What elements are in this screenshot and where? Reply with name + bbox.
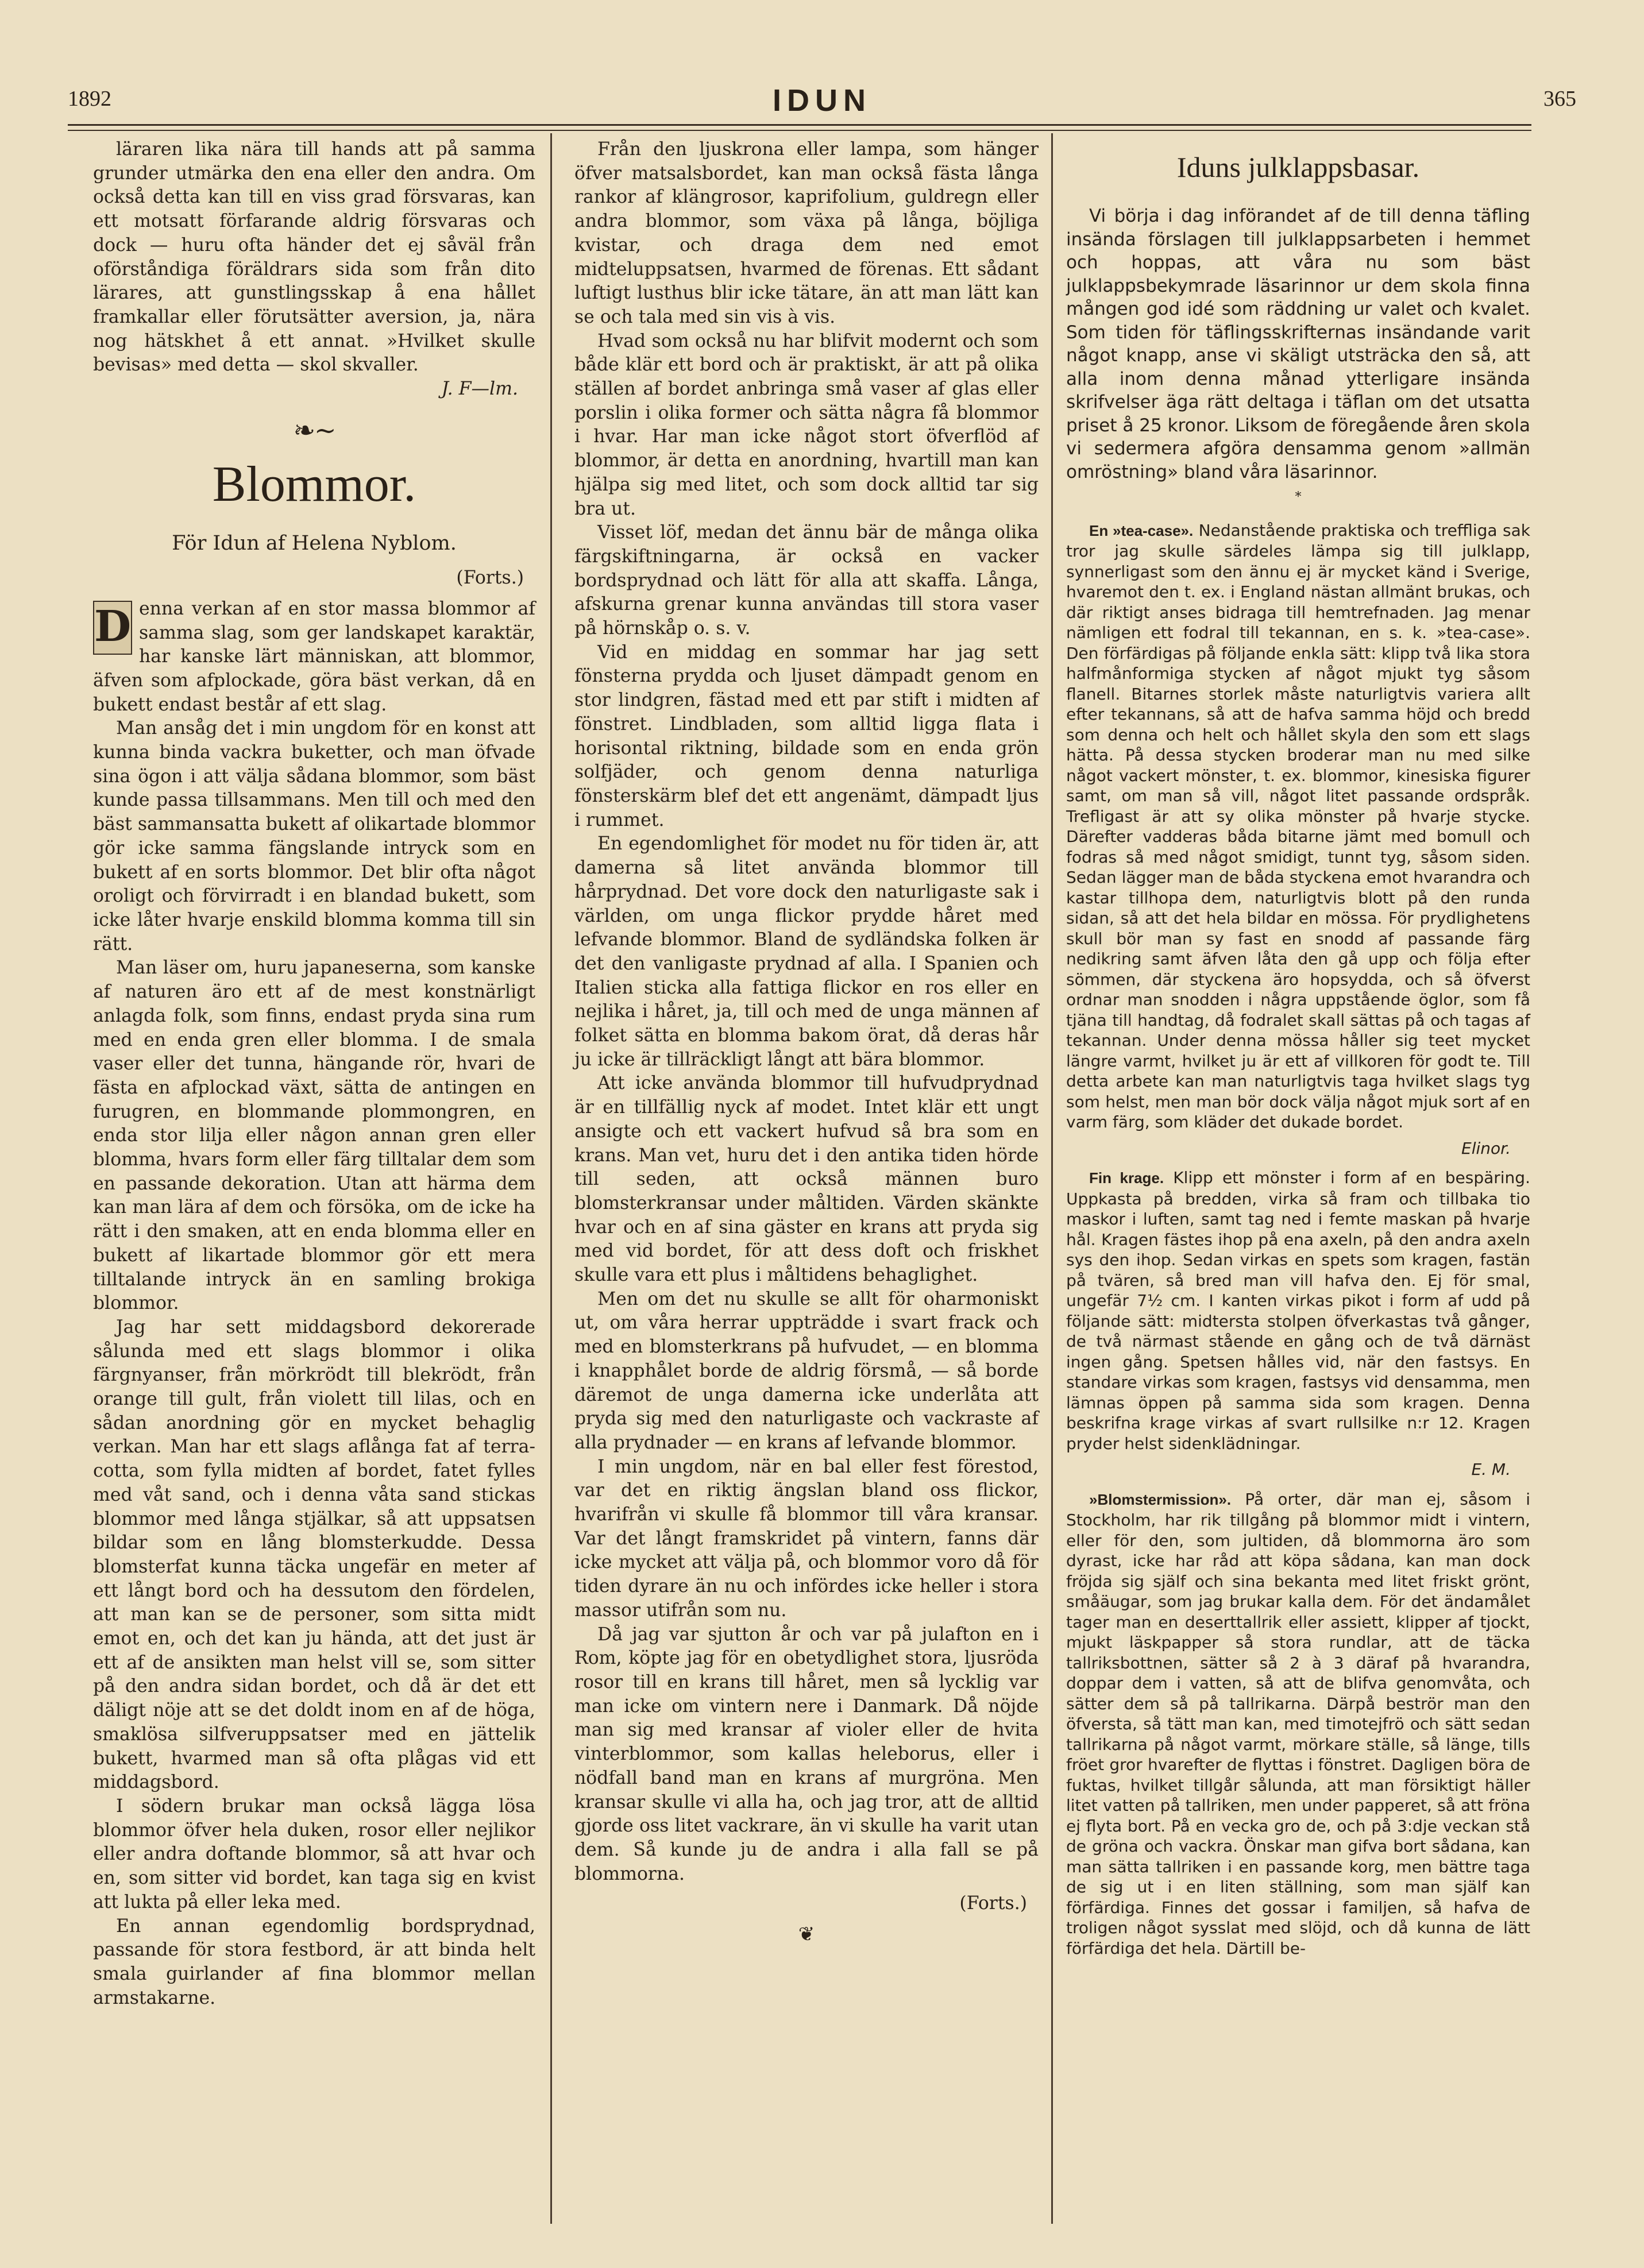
- end-ornament-icon: ❦: [798, 1923, 815, 1946]
- forts-label: (Forts.): [456, 567, 524, 589]
- tip-heading: En »tea-case».: [1089, 521, 1194, 539]
- tip-fin-krage: [1066, 1168, 1530, 1454]
- tip-signature: E. M.: [1471, 1460, 1511, 1479]
- section-title: Iduns julklappsbasar.: [1176, 151, 1420, 183]
- ornament-divider: ❧~: [293, 414, 335, 446]
- intro-paragraph: läraren lika nära till hands att på samma grunder utmärka den ena eller den andra. Om också detta kan till en viss grad försvaras, kan ett motsatt förfarande aldrig försvaras och dock — huru ofta händer det ej såväl från oförståndiga föräldrars sida som från dito lärares, att gunstlingsskap å ena hållet framkallar eller förutsätter aversion, ja, nära nog hätskhet å ett annat. »Hvilket skulle bevisas» med detta — skol skvaller.: [93, 139, 535, 376]
- right-column: [1066, 138, 1530, 1958]
- body-paragraph: Hvad som också nu har blifvit modernt och som både klär ett bord och är praktiskt, är att på olika ställen af bordet anbringa små vaser af glas eller porslin i olika former och sätta några få blommor i hvar. Har man icke något stort öfverflöd af blommor, är detta en anordning, hvartill man kan hjälpa sig med litet, och som dock alltid tar sig bra ut.: [574, 330, 1039, 519]
- tip-signature: Elinor.: [1461, 1138, 1511, 1158]
- column-divider: [550, 133, 552, 2224]
- left-column: [93, 138, 535, 2010]
- body-paragraph: Jag har sett middagsbord dekorerade sålunda med ett slags blommor i olika färgnyanser, från mörkrödt till blekrödt, från orange till gult, från violett till lilas, och en sådan anordning gör en mycket behaglig verkan. Man har ett slags aflånga fat af terra-cotta, som fylla midten af bordet, fatet fylles med våt sand, och i denna våta sand stickas blommor med långa stjälkar, så att uppsatsen bildar som en lång blomsterkudde. Dessa blomsterfat kunna täcka ungefär en meter af ett långt bord och ha dessutom den fördelen, att man kan se de personer, som sitta midt emot en, och det kan ju hända, att det just är ett af de ansikten man helst vill se, som sitter på den andra sidan bordet, och då är det ett däligt nöje att se det doldt inom en af de höga, smaklösa silfveruppsatser med en jättelik bukett, hvarmed man så ofta plågas vid ett middagsbord.: [93, 1316, 535, 1793]
- tip-text: På orter, där man ej, såsom i Stockholm, har rik tillgång på blommor midt i vintern, eller för den, som jultiden, då blommorna äro som dyrast, icke har råd att köpa sådana, kan man dock fröjda sig själf och sina bekanta med litet friskt grönt, småäugar, som jag brukar kalla dem. För det ändamålet tager man en deserttallrik eller assiett, klipper af tjockt, mjukt läskpapper så stora rundlar, att de täcka tallriksbottnen, sätter så 2 à 3 däraf på hvarandra, doppar dem i vatten, så att de blifva genomvåta, och sätter dem så på tallrikarna. Därpå beströr man den öfversta, så tätt man kan, med timotejfrö och sätt sedan tallrikarna på något varmt, mörkare ställe, så länge, tills fröet gror hvarefter de flyttas i fönstret. Dagligen böra de fuktas, hvilket tillgår sålunda, att man försiktigt häller litet vatten på tallriken, men under papperet, så att fröna ej flyta bort. På en vecka gro de, och på 3:dje veckan stå de gröna och vackra. Önskar man gifva bort sådana, kan man sätta tallriken i en passande korg, men bättre taga de sig ut i en liten ställning, som man själf kan förfärdiga. Finnes det gossar i familjen, så hafva de troligen något sysslat med slöjd, och då kunna de lätt förfärdiga det hela. Därtill be-: [1066, 1489, 1530, 1958]
- body-paragraph: Men om det nu skulle se allt för oharmoniskt ut, om våra herrar uppträdde i svart frack och med en blomsterkrans på hufvudet, — en blomma i knapphålet borde de aldrig försmå, — så borde däremot de unga damerna icke underlåta att pryda sig med den naturligaste och vackraste af alla prydnader — en krans af lefvande blommor.: [574, 1288, 1039, 1453]
- tip-blomstermission: [1066, 1489, 1530, 1959]
- body-paragraph: Vid en middag en sommar har jag sett fönsterna prydda och ljuset dämpadt genom en stor lindgren, fästad med ett par stift i midten af fönstret. Lindbladen, som alltid ligga flata i horisontal riktning, bildade som en enda grön solfjäder, och genom denna naturliga fönsterskärm blef det ett angenämt, dämpadt ljus i rummet.: [574, 642, 1039, 830]
- forts-label: (Forts.): [959, 1893, 1027, 1914]
- first-paragraph: [93, 597, 535, 717]
- page-header: [68, 83, 1576, 121]
- middle-column: [574, 138, 1039, 1947]
- body-paragraph: En annan egendomlig bordsprydnad, passande för stora festbord, är att binda helt smala guirlander af fina blommor mellan armstakarne.: [93, 1915, 535, 2008]
- lead-paragraph: Vi börja i dag införandet af de till denna täfling insända förslagen till julklappsarbeten i hemmet och hoppas, att våra nu som bäst julklappsbekymrade läsarinnor ur dem skola finna mången god idé som räddning ur valet och kvalet. Som tiden för täflingsskrifternas insändande varit något knapp, anse vi skäligt utsträcka den så, att alla inom denna månad ytterligare insända skrifvelser äga rätt deltaga i täflan om det utsatta priset å 25 kronor. Liksom de föregående åren skola vi sedermera afgöra densamma genom »allmän omröstning» bland våra läsarinnor.: [1066, 206, 1530, 482]
- star-divider: *: [1295, 490, 1302, 504]
- first-paragraph-text: enna verkan af en stor massa blommor af samma slag, som ger landskapet karaktär, har kanske lärt människan, att blommor, äfven som afplockade, göra bäst verkan, då en bukett endast består af ett slag.: [93, 598, 535, 715]
- article-byline: För Idun af Helena Nyblom.: [172, 532, 457, 555]
- body-paragraph: Att icke använda blommor till hufvudprydnad är en tillfällig nyck af modet. Intet klär ett ungt ansigte och ett vackert hufvud så bra som en krans. Man vet, huru det i den antika tiden hörde till seden, att också männen buro blomsterkransar under måltiden. Värden skänkte hvar och en af sina gäster en krans att pryda sig med vid bordet, för att dess doft och friskhet skulle vara ett plus i måltidens behaglighet.: [574, 1073, 1039, 1286]
- article-title: Blommor.: [212, 457, 416, 513]
- tip-tea-case: [1066, 520, 1530, 1133]
- column-divider: [1051, 133, 1053, 2224]
- header-rule: [68, 124, 1531, 126]
- body-paragraph: Man ansåg det i min ungdom för en konst att kunna binda vackra buketter, och man öfvade sina ögon i att välja sådana blommor, som bäst kunde passa tillsammans. Men till och med den bäst sammansatta bukett af olikartade blommor gör icke samma fängslande intryck som en bukett af en sorts blommor. Det blir ofta något oroligt och förvirradt i en blandad bukett, som icke låter hvarje enskild blomma komma till sin rätt.: [93, 718, 535, 955]
- tip-heading: »Blomstermission».: [1089, 1490, 1232, 1508]
- header-rule: [68, 130, 1531, 131]
- body-paragraph: Från den ljuskrona eller lampa, som hänger öfver matsalsbordet, kan man också fästa långa rankor af klängrosor, kaprifolium, guldregn eller andra blommor, som växa på långa, böjliga kvistar, och draga dem ned emot midteluppsatsen, hvarmed de förenas. Ett sådant luftigt lusthus blir icke tätare, än att man lätt kan se och tala med sin vis à vis.: [574, 139, 1039, 327]
- tip-text: Klipp ett mönster i form af en bespäring. Uppkasta på bredden, virka så fram och tillbaka tio maskor i luften, samt tag ned i femte maskan på hvarje hål. Kragen fästes ihop på ena axeln, på den andra axeln sys den ihop. Sedan virkas en spets som kragen, fastän på tvären, så bred man vill hafva den. Ej för smal, ungefär 7½ cm. I kanten virkas pikot i form af udd på följande sätt: midtersta stolpen öfverkastas två gånger, de två närmast stående en gång och de två därnäst ingen gång. Spetsen hålles vid, när den fastsys. En standare virkas som kragen, fastsys vid densamma, men lämnas öppen på samma sida som kragen. Denna beskrifna krage virkas af svart rullsilke n:r 12. Kragen pryder helst sidenklädningar.: [1066, 1168, 1530, 1453]
- body-paragraph: Då jag var sjutton år och var på julafton en i Rom, köpte jag för en obetydlighet stora, ljusröda rosor till en krans till håret, men så lycklig var man icke om vintern nere i Danmark. Då nöjde man sig med kransar af violer eller de hvita vinterblommor, som kallas heleborus, eller i nödfall band man en krans af murgröna. Men kransar skulle vi alla ha, och jag tror, att de alltid gjorde oss litet vackrare, än vi skulle ha varit utan dem. Så kunde ju de andra i alla fall se på blommorna.: [574, 1624, 1039, 1884]
- header-title: IDUN: [773, 83, 871, 118]
- header-page-number: 365: [1543, 87, 1576, 111]
- tip-heading: Fin krage.: [1089, 1169, 1164, 1187]
- body-paragraph: I min ungdom, när en bal eller fest förestod, var det en riktig ängslan bland oss flickor, hvarifrån vi skulle få blommor till våra kransar. Var det långt framskridet på vintern, fanns där icke mycket att välja på, och blommor voro då för tiden dyrare än nu och infördes icke heller i stora massor utifrån som nu.: [574, 1456, 1039, 1621]
- body-paragraph: Visset löf, medan det ännu bär de många olika färgskiftningarna, är också en vacker bordsprydnad och lätt för alla att skaffa. Långa, afskurna grenar kunna användas till stora vaser på hörnskåp o. s. v.: [574, 522, 1039, 639]
- tip-text: Nedanstående praktiska och treffliga sak tror jag skulle särdeles lämpa sig till julklapp, synnerligast som den ännu ej är mycket känd i Sverige, hvaremot den t. ex. i England nästan allmänt brukas, och där riktigt anses bidraga till hemtrefnaden. Jag menar nämligen ett fodral till tekannan, en s. k. »tea-case». Den förfärdigas på följande enkla sätt: klipp två lika stora halfmånformiga stycken af något mjukt tyg såsom flanell. Bitarnes storlek måste naturligtvis variera allt efter tekannans, så att de hafva samma höjd och bredd som denna och helt och hållet skyla den som ett slags hätta. På dessa stycken broderar man nu med silke något vackert mönster, t. ex. blommor, kinesiska figurer samt, om man så vill, något litet passande ordspråk. Trefligast är att sy olika mönster på hvarje stycke. Därefter vadderas båda bitarne jämt med bomull och fodras så med något smidigt, tunnt tyg, såsom siden. Sedan lägger man de båda styckena emot hvarandra och kastar tillhopa dem, naturligtvis blott på den runda sidan, så att det hela bildar en mössa. För prydlighetens skull bör man sy fast en snodd af passande färg nedikring samt äfven låta den gå upp och följa efter sömmen, där styckena äro hopsydda, och så öfverst ordnar man snodden i några uppstående öglor, som få tjäna till handtag, då fodralet skall sättas på och tagas af tekannan. Under denna mössa håller sig teet mycket längre varmt, hvilket ju är ett af villkoren för godt te. Till detta arbete kan man naturligtvis taga hvilket slags tyg som helst, men man bör dock välja något mjuk sort af en varm färg, som kläder det dukade bordet.: [1066, 520, 1530, 1131]
- drop-cap: D: [93, 601, 132, 655]
- body-paragraph: En egendomlighet för modet nu för tiden är, att damerna så litet använda blommor till hårprydnad. Det vore dock den naturligaste sak i världen, om unga flickor prydde håret med lefvande blommor. Bland de sydländska folken är det den vanligaste prydnad af alla. I Spanien och Italien sticka alla fattiga flickor en ros eller en nejlika i håret, ja, till och med de unga männen af folket sätta en blomma bakom örat, då deras hår ju icke är tillräckligt långt att bära blommor.: [574, 833, 1039, 1070]
- header-year: 1892: [68, 87, 111, 111]
- body-paragraph: I södern brukar man också lägga lösa blommor öfver hela duken, rosor eller nejlikor eller andra doftande blommor, så att hvar och en, som sitter vid bordet, kan taga sig en kvist att lukta på eller leka med.: [93, 1796, 535, 1912]
- intro-signature: J. F—lm.: [441, 378, 518, 400]
- body-paragraph: Man läser om, huru japaneserna, som kanske af naturen äro ett af de mest konstnärligt anlagda folk, som finns, endast pryda sina rum med en enda gren eller blomma. I de smala vaser eller det tunna, hängande rör, hvari de fästa en afplockad växt, sätta de antingen en furugren, en blommande plommongren, en enda stor lilja eller någon annan gren eller blomma, hvars form eller färg tilltalar dem som en passande dekoration. Utan att härma dem kan man lära af dem och försöka, om de icke ha rätt i den smaken, att en enda blomma eller en bukett af likartade blommor gör ett mera tilltalande intryck än en samling brokiga blommor.: [93, 957, 535, 1314]
